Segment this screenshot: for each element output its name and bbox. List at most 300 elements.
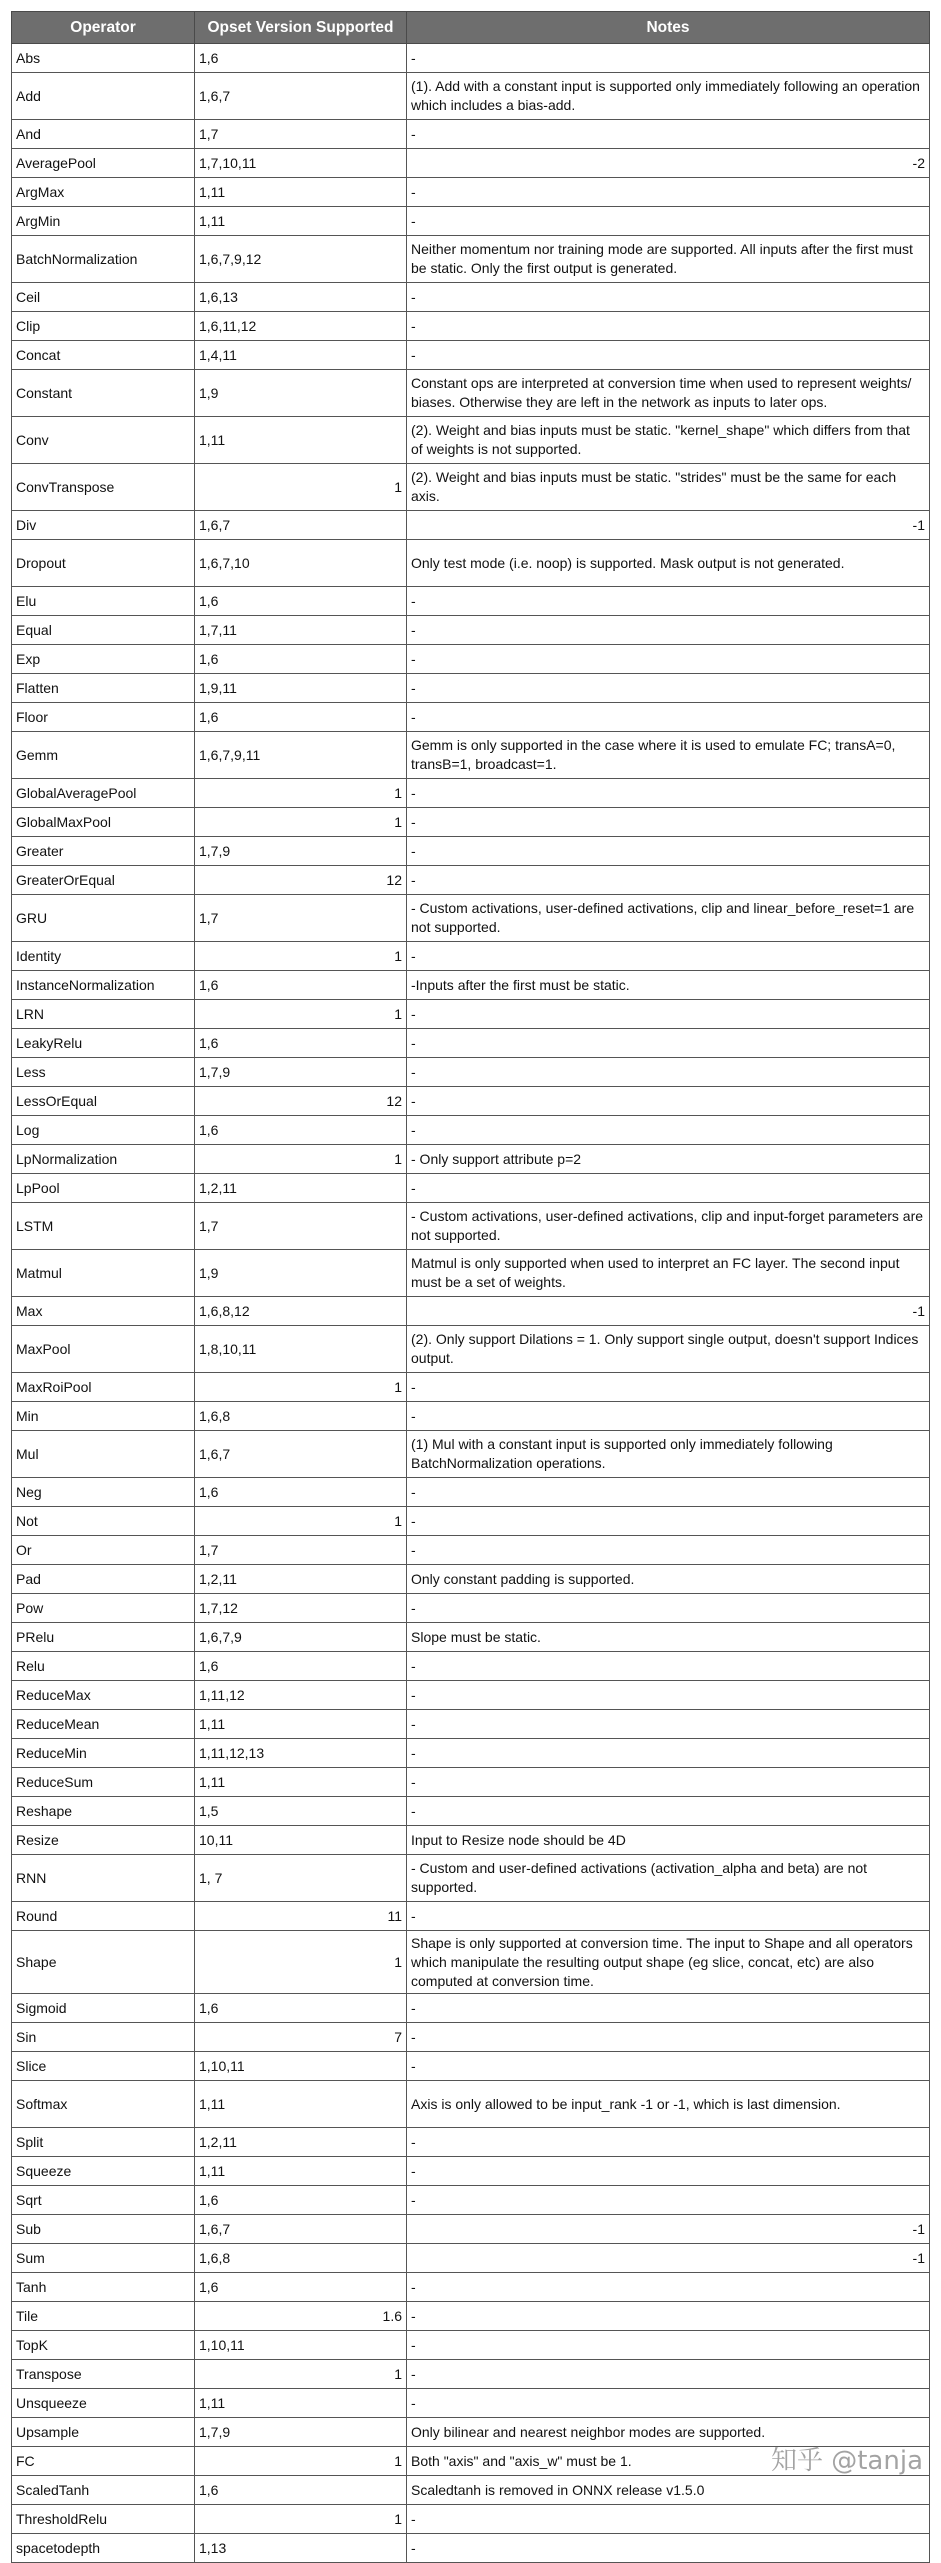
table-row [12, 587, 930, 616]
notes-cell: - [407, 1402, 930, 1431]
table-row [12, 645, 930, 674]
notes-cell: - [407, 837, 930, 866]
operator-cell: GlobalMaxPool [12, 808, 195, 837]
opset-version-cell: 1,11 [195, 417, 407, 464]
operator-cell: Max [12, 1297, 195, 1326]
table-row [12, 1116, 930, 1145]
opset-version-cell: 1,11 [195, 2157, 407, 2186]
notes-cell: - [407, 1739, 930, 1768]
table-row [12, 2157, 930, 2186]
notes-cell: - [407, 616, 930, 645]
table-row [12, 1478, 930, 1507]
table-row [12, 2023, 930, 2052]
notes-cell: - [407, 1536, 930, 1565]
notes-cell: Gemm is only supported in the case where it is used to emulate FC; transA=0, transB=1, broadcast=1. [407, 732, 930, 779]
table-row [12, 236, 930, 283]
table-row [12, 895, 930, 942]
table-row [12, 1250, 930, 1297]
notes-cell: - [407, 1594, 930, 1623]
operator-cell: Greater [12, 837, 195, 866]
opset-version-cell: 1,11,12,13 [195, 1739, 407, 1768]
opset-version-cell: 1,6 [195, 1994, 407, 2023]
table-row [12, 283, 930, 312]
operator-cell: LpNormalization [12, 1145, 195, 1174]
opset-version-cell: 1 [195, 1931, 407, 1994]
table-row [12, 1058, 930, 1087]
opset-version-cell: 1 [195, 1000, 407, 1029]
notes-cell: - [407, 1000, 930, 1029]
operator-cell: InstanceNormalization [12, 971, 195, 1000]
notes-cell: - [407, 2331, 930, 2360]
notes-cell: - [407, 178, 930, 207]
table-row [12, 341, 930, 370]
table-row [12, 312, 930, 341]
operator-cell: Pow [12, 1594, 195, 1623]
operator-cell: Constant [12, 370, 195, 417]
opset-version-cell: 1,9,11 [195, 674, 407, 703]
table-row [12, 2360, 930, 2389]
operator-cell: AveragePool [12, 149, 195, 178]
table-row [12, 1203, 930, 1250]
operator-cell: ReduceMax [12, 1681, 195, 1710]
operator-cell: Ceil [12, 283, 195, 312]
notes-cell: -2 [407, 149, 930, 178]
notes-cell: Both "axis" and "axis_w" must be 1. [407, 2447, 930, 2476]
opset-version-cell: 1,8,10,11 [195, 1326, 407, 1373]
notes-cell: -Inputs after the first must be static. [407, 971, 930, 1000]
table-row [12, 1029, 930, 1058]
notes-cell: (2). Weight and bias inputs must be static. "kernel_shape" which differs from that of weights is not supported. [407, 417, 930, 464]
operator-cell: TopK [12, 2331, 195, 2360]
notes-cell: - [407, 1029, 930, 1058]
opset-version-cell: 1,2,11 [195, 1174, 407, 1203]
opset-version-cell: 1,6,7,9 [195, 1623, 407, 1652]
table-row [12, 837, 930, 866]
operator-cell: Elu [12, 587, 195, 616]
notes-cell: - [407, 674, 930, 703]
table-row [12, 2476, 930, 2505]
operator-cell: ReduceMin [12, 1739, 195, 1768]
table-row [12, 120, 930, 149]
notes-cell: - [407, 703, 930, 732]
operator-cell: Less [12, 1058, 195, 1087]
notes-cell: (1). Add with a constant input is supported only immediately following an operation which includes a bias-add. [407, 73, 930, 120]
notes-cell: - [407, 207, 930, 236]
notes-cell: (1) Mul with a constant input is supported only immediately following BatchNormalization operations. [407, 1431, 930, 1478]
opset-version-cell: 1,6 [195, 645, 407, 674]
table-row [12, 732, 930, 779]
table-row [12, 1536, 930, 1565]
operator-cell: FC [12, 2447, 195, 2476]
opset-version-cell: 1,9 [195, 1250, 407, 1297]
table-row [12, 2302, 930, 2331]
table-row [12, 2331, 930, 2360]
table-row [12, 866, 930, 895]
table-row [12, 1145, 930, 1174]
operator-cell: GlobalAveragePool [12, 779, 195, 808]
table-row [12, 1902, 930, 1931]
notes-cell: Scaledtanh is removed in ONNX release v1.5.0 [407, 2476, 930, 2505]
operator-cell: Upsample [12, 2418, 195, 2447]
operator-cell: Pad [12, 1565, 195, 1594]
opset-version-cell: 1,7,11 [195, 616, 407, 645]
notes-cell: - Custom activations, user-defined activations, clip and linear_before_reset=1 are not supported. [407, 895, 930, 942]
table-header-row [12, 12, 930, 44]
opset-version-cell: 1 [195, 808, 407, 837]
table-row [12, 207, 930, 236]
notes-cell: Constant ops are interpreted at conversion time when used to represent weights/ biases. Otherwise they are left in the network as inputs to later ops. [407, 370, 930, 417]
operator-cell: Floor [12, 703, 195, 732]
operator-cell: LeakyRelu [12, 1029, 195, 1058]
notes-cell: - [407, 1507, 930, 1536]
operator-cell: Unsqueeze [12, 2389, 195, 2418]
operator-cell: MaxPool [12, 1326, 195, 1373]
table-row [12, 674, 930, 703]
notes-cell: - [407, 2534, 930, 2563]
table-row [12, 1826, 930, 1855]
notes-cell: - [407, 1087, 930, 1116]
opset-version-cell: 1,10,11 [195, 2331, 407, 2360]
operator-cell: Min [12, 1402, 195, 1431]
operator-cell: Abs [12, 44, 195, 73]
notes-cell: -1 [407, 1297, 930, 1326]
opset-version-cell: 1,2,11 [195, 1565, 407, 1594]
operator-cell: Clip [12, 312, 195, 341]
operator-cell: Sqrt [12, 2186, 195, 2215]
notes-cell: - [407, 1710, 930, 1739]
notes-cell: -1 [407, 2244, 930, 2273]
opset-version-cell: 1 [195, 2360, 407, 2389]
operator-cell: Round [12, 1902, 195, 1931]
table-row [12, 2052, 930, 2081]
notes-cell: - [407, 779, 930, 808]
table-row [12, 616, 930, 645]
table-row [12, 44, 930, 73]
operator-support-table [11, 11, 930, 2563]
notes-cell: - [407, 1174, 930, 1203]
operator-cell: LessOrEqual [12, 1087, 195, 1116]
notes-cell: - [407, 1902, 930, 1931]
opset-version-cell: 7 [195, 2023, 407, 2052]
table-row [12, 1297, 930, 1326]
opset-version-cell: 1 [195, 1507, 407, 1536]
notes-cell: - [407, 2302, 930, 2331]
operator-cell: Sin [12, 2023, 195, 2052]
opset-version-cell: 1,6 [195, 1652, 407, 1681]
opset-version-cell: 1,13 [195, 2534, 407, 2563]
operator-cell: ReduceMean [12, 1710, 195, 1739]
operator-cell: Tanh [12, 2273, 195, 2302]
notes-cell: - [407, 44, 930, 73]
operator-cell: Neg [12, 1478, 195, 1507]
notes-cell: - [407, 1768, 930, 1797]
opset-version-cell: 1,5 [195, 1797, 407, 1826]
opset-version-cell: 1,9 [195, 370, 407, 417]
operator-cell: Matmul [12, 1250, 195, 1297]
operator-cell: spacetodepth [12, 2534, 195, 2563]
notes-cell: - [407, 283, 930, 312]
notes-cell: - Custom activations, user-defined activations, clip and input-forget parameters are not supported. [407, 1203, 930, 1250]
notes-cell: - [407, 942, 930, 971]
operator-cell: LpPool [12, 1174, 195, 1203]
opset-version-cell: 1,6 [195, 971, 407, 1000]
opset-version-cell: 1,11 [195, 2081, 407, 2128]
operator-cell: ArgMax [12, 178, 195, 207]
opset-version-cell: 1,7,12 [195, 1594, 407, 1623]
notes-cell: Slope must be static. [407, 1623, 930, 1652]
opset-version-cell: 1,4,11 [195, 341, 407, 370]
opset-version-cell: 1,6,7,10 [195, 540, 407, 587]
opset-version-cell: 1,11 [195, 2389, 407, 2418]
opset-version-cell: 1 [195, 2447, 407, 2476]
opset-version-cell: 1 [195, 2505, 407, 2534]
notes-cell: -1 [407, 2215, 930, 2244]
opset-version-cell: 1,6,7 [195, 1431, 407, 1478]
notes-cell: Axis is only allowed to be input_rank -1 or -1, which is last dimension. [407, 2081, 930, 2128]
notes-cell: - [407, 2023, 930, 2052]
notes-cell: - [407, 2505, 930, 2534]
table-row [12, 2186, 930, 2215]
table-body [12, 44, 930, 2563]
opset-version-cell: 1,6,7 [195, 511, 407, 540]
table-row [12, 464, 930, 511]
notes-cell: - [407, 2273, 930, 2302]
notes-cell: Neither momentum nor training mode are supported. All inputs after the first must be static. Only the first output is generated. [407, 236, 930, 283]
opset-version-cell: 1,2,11 [195, 2128, 407, 2157]
operator-cell: Gemm [12, 732, 195, 779]
table-row [12, 808, 930, 837]
notes-cell: - [407, 2360, 930, 2389]
table-row [12, 178, 930, 207]
table-row [12, 149, 930, 178]
operator-cell: GreaterOrEqual [12, 866, 195, 895]
notes-cell: - [407, 2186, 930, 2215]
notes-cell: - [407, 1994, 930, 2023]
operator-cell: Identity [12, 942, 195, 971]
opset-version-cell: 1,10,11 [195, 2052, 407, 2081]
table-row [12, 2244, 930, 2273]
header-notes: Notes [407, 12, 930, 44]
notes-cell: - [407, 2389, 930, 2418]
table-row [12, 2081, 930, 2128]
opset-version-cell: 1,6,7,9,12 [195, 236, 407, 283]
opset-version-cell: 1.6 [195, 2302, 407, 2331]
table-row [12, 1652, 930, 1681]
table-row [12, 1431, 930, 1478]
opset-version-cell: 1,6 [195, 1029, 407, 1058]
opset-version-cell: 1,7 [195, 895, 407, 942]
opset-version-cell: 11 [195, 1902, 407, 1931]
table-row [12, 1174, 930, 1203]
opset-version-cell: 1, 7 [195, 1855, 407, 1902]
operator-cell: Dropout [12, 540, 195, 587]
operator-cell: ReduceSum [12, 1768, 195, 1797]
notes-cell: - [407, 645, 930, 674]
opset-version-cell: 1,6 [195, 2273, 407, 2302]
notes-cell: - [407, 2052, 930, 2081]
opset-version-cell: 1,7 [195, 1536, 407, 1565]
table-row [12, 2128, 930, 2157]
table-row [12, 703, 930, 732]
opset-version-cell: 1,6,8 [195, 2244, 407, 2273]
operator-cell: BatchNormalization [12, 236, 195, 283]
operator-cell: ConvTranspose [12, 464, 195, 511]
opset-version-cell: 1,6 [195, 2186, 407, 2215]
table-row [12, 2505, 930, 2534]
opset-version-cell: 1,11,12 [195, 1681, 407, 1710]
operator-cell: Reshape [12, 1797, 195, 1826]
table-row [12, 1594, 930, 1623]
operator-cell: Slice [12, 2052, 195, 2081]
notes-cell: - Custom and user-defined activations (activation_alpha and beta) are not supported. [407, 1855, 930, 1902]
notes-cell: - [407, 866, 930, 895]
opset-version-cell: 1,11 [195, 1768, 407, 1797]
operator-cell: Log [12, 1116, 195, 1145]
opset-version-cell: 1,7,10,11 [195, 149, 407, 178]
operator-cell: Softmax [12, 2081, 195, 2128]
opset-version-cell: 1,7,9 [195, 2418, 407, 2447]
operator-cell: Equal [12, 616, 195, 645]
notes-cell: - [407, 2157, 930, 2186]
opset-version-cell: 1,6,7 [195, 2215, 407, 2244]
opset-version-cell: 1,6,7,9,11 [195, 732, 407, 779]
notes-cell: - [407, 1797, 930, 1826]
operator-cell: Squeeze [12, 2157, 195, 2186]
table-row [12, 370, 930, 417]
operator-cell: LRN [12, 1000, 195, 1029]
operator-cell: Relu [12, 1652, 195, 1681]
table-row [12, 1855, 930, 1902]
table-row [12, 1373, 930, 1402]
operator-cell: Transpose [12, 2360, 195, 2389]
table-row [12, 73, 930, 120]
opset-version-cell: 1,6 [195, 703, 407, 732]
operator-cell: ThresholdRelu [12, 2505, 195, 2534]
opset-version-cell: 1,7,9 [195, 837, 407, 866]
opset-version-cell: 1 [195, 464, 407, 511]
header-operator: Operator [12, 12, 195, 44]
table-row [12, 1565, 930, 1594]
opset-version-cell: 1,6 [195, 1478, 407, 1507]
operator-cell: Split [12, 2128, 195, 2157]
table-row [12, 1087, 930, 1116]
opset-version-cell: 1,6,7 [195, 73, 407, 120]
table-row [12, 2215, 930, 2244]
opset-version-cell: 1,6,8,12 [195, 1297, 407, 1326]
notes-cell: -1 [407, 511, 930, 540]
operator-cell: Div [12, 511, 195, 540]
operator-cell: Tile [12, 2302, 195, 2331]
table-row [12, 1710, 930, 1739]
notes-cell: - [407, 1058, 930, 1087]
notes-cell: - [407, 1116, 930, 1145]
notes-cell: Matmul is only supported when used to interpret an FC layer. The second input must be a set of weights. [407, 1250, 930, 1297]
table-row [12, 2534, 930, 2563]
notes-cell: - [407, 1681, 930, 1710]
operator-cell: MaxRoiPool [12, 1373, 195, 1402]
opset-version-cell: 1 [195, 1373, 407, 1402]
operator-cell: PRelu [12, 1623, 195, 1652]
opset-version-cell: 1,6,8 [195, 1402, 407, 1431]
opset-version-cell: 1,6 [195, 1116, 407, 1145]
opset-version-cell: 1,6 [195, 2476, 407, 2505]
operator-cell: Or [12, 1536, 195, 1565]
operator-cell: Not [12, 1507, 195, 1536]
opset-version-cell: 1,7 [195, 1203, 407, 1250]
opset-version-cell: 1 [195, 942, 407, 971]
operator-cell: Add [12, 73, 195, 120]
operator-cell: Resize [12, 1826, 195, 1855]
table-row [12, 1507, 930, 1536]
table-row [12, 1402, 930, 1431]
operator-cell: Sum [12, 2244, 195, 2273]
opset-version-cell: 1,11 [195, 1710, 407, 1739]
notes-cell: - [407, 1652, 930, 1681]
table-row [12, 1994, 930, 2023]
operator-cell: ArgMin [12, 207, 195, 236]
opset-version-cell: 1,11 [195, 207, 407, 236]
opset-version-cell: 1,7,9 [195, 1058, 407, 1087]
operator-cell: GRU [12, 895, 195, 942]
opset-version-cell: 1,11 [195, 178, 407, 207]
operator-cell: Sub [12, 2215, 195, 2244]
opset-version-cell: 10,11 [195, 1826, 407, 1855]
operator-cell: Sigmoid [12, 1994, 195, 2023]
table-row [12, 1623, 930, 1652]
operator-cell: Mul [12, 1431, 195, 1478]
opset-version-cell: 12 [195, 1087, 407, 1116]
operator-cell: Exp [12, 645, 195, 674]
table-row [12, 1797, 930, 1826]
table-row [12, 2389, 930, 2418]
notes-cell: Input to Resize node should be 4D [407, 1826, 930, 1855]
notes-cell: (2). Only support Dilations = 1. Only support single output, doesn't support Indices output. [407, 1326, 930, 1373]
notes-cell: - [407, 1478, 930, 1507]
table-row [12, 1768, 930, 1797]
opset-version-cell: 1,6 [195, 44, 407, 73]
notes-cell: - [407, 1373, 930, 1402]
table-row [12, 1326, 930, 1373]
operator-cell: Conv [12, 417, 195, 464]
notes-cell: - [407, 341, 930, 370]
table-row [12, 971, 930, 1000]
notes-cell: (2). Weight and bias inputs must be static. "strides" must be the same for each axis. [407, 464, 930, 511]
opset-version-cell: 1 [195, 779, 407, 808]
notes-cell: - [407, 312, 930, 341]
opset-version-cell: 1,6,11,12 [195, 312, 407, 341]
table-row [12, 540, 930, 587]
table-row [12, 2273, 930, 2302]
opset-version-cell: 1,7 [195, 120, 407, 149]
table-row [12, 1931, 930, 1994]
notes-cell: - [407, 2128, 930, 2157]
table-row [12, 511, 930, 540]
opset-version-cell: 1,6,13 [195, 283, 407, 312]
notes-cell: - [407, 808, 930, 837]
table-row [12, 779, 930, 808]
table-row [12, 417, 930, 464]
operator-cell: Shape [12, 1931, 195, 1994]
notes-cell: Only bilinear and nearest neighbor modes are supported. [407, 2418, 930, 2447]
header-opset-version: Opset Version Supported [195, 12, 407, 44]
opset-version-cell: 12 [195, 866, 407, 895]
notes-cell: - [407, 587, 930, 616]
table-row [12, 1739, 930, 1768]
table-row [12, 942, 930, 971]
notes-cell: - [407, 120, 930, 149]
notes-cell: Only test mode (i.e. noop) is supported. Mask output is not generated. [407, 540, 930, 587]
operator-cell: RNN [12, 1855, 195, 1902]
